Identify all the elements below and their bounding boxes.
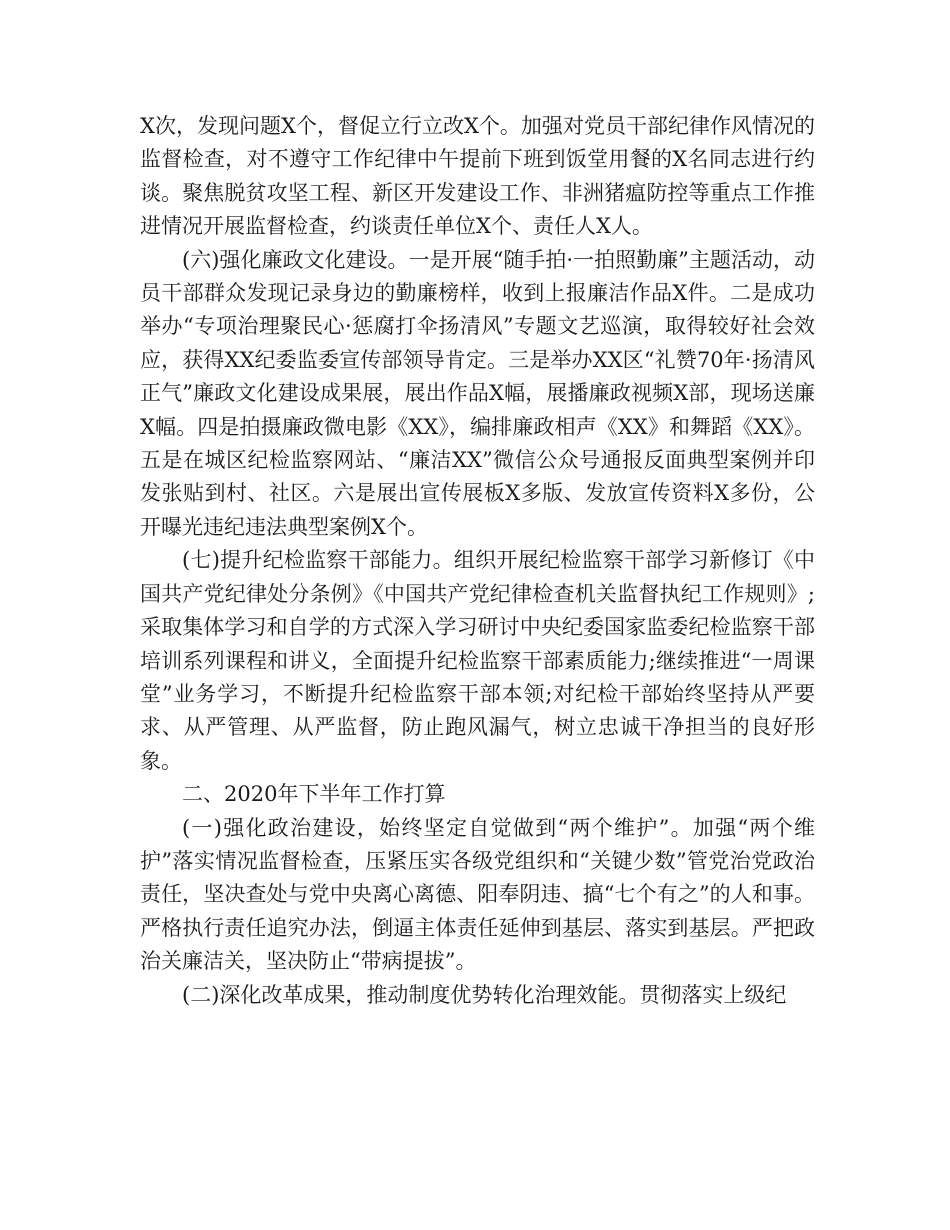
document-body (140, 110, 815, 1012)
section-heading: 二、2020年下半年工作打算 (182, 782, 446, 807)
paragraph-section-7: (七)提升纪检监察干部能力。组织开展纪检监察干部学习新修订《中国共产党纪律处分条例》《中国共产党纪律检查机关监督执纪工作规则》;采取集体学习和自学的方式深入学习研讨中央纪委国家监委纪检监察干部培训系列课程和讲义，全面提升纪检监察干部素质能力;继续推进“一周课堂”业务学习，不断提升纪检监察干部本领;对纪检干部始终坚持从严要求、从严管理、从严监督，防止跑风漏气，树立忠诚干净担当的良好形象。 (140, 548, 815, 773)
paragraph-section-6: (六)强化廉政文化建设。一是开展“随手拍·一拍照勤廉”主题活动，动员干部群众发现记录身边的勤廉榜样，收到上报廉洁作品X件。二是成功举办“专项治理聚民心·惩腐打伞扬清风”专题文艺巡演，取得较好社会效应，获得XX纪委监委宣传部领导肯定。三是举办XX区“礼赞70年·扬清风正气”廉政文化建设成果展，展出作品X幅，展播廉政视频X部，现场送廉X幅。四是拍摄廉政微电影《XX》，编排廉政相声《XX》和舞蹈《XX》。五是在城区纪检监察网站、“廉洁XX”微信公众号通报反面典型案例并印发张贴到村、社区。六是展出宣传展板X多版、发放宣传资料X多份，公开曝光违纪违法典型案例X个。 (140, 247, 815, 539)
paragraph-plan-2: (二)深化改革成果，推动制度优势转化治理效能。贯彻落实上级纪 (182, 982, 787, 1007)
paragraph-continuation: X次，发现问题X个，督促立行立改X个。加强对党员干部纪律作风情况的监督检查，对不遵守工作纪律中午提前下班到饭堂用餐的X名同志进行约谈。聚焦脱贫攻坚工程、新区开发建设工作、非洲猪瘟防控等重点工作推进情况开展监督检查，约谈责任单位X个、责任人X人。 (140, 114, 815, 239)
paragraph-plan-1: (一)强化政治建设，始终坚定自觉做到“两个维护”。加强“两个维护”落实情况监督检查，压紧压实各级党组织和“关键少数”管党治党政治责任，坚决查处与党中央离心离德、阳奉阴违、搞“七个有之”的人和事。严格执行责任追究办法，倒逼主体责任延伸到基层、落实到基层。严把政治关廉洁关，坚决防止“带病提拔”。 (140, 815, 815, 974)
